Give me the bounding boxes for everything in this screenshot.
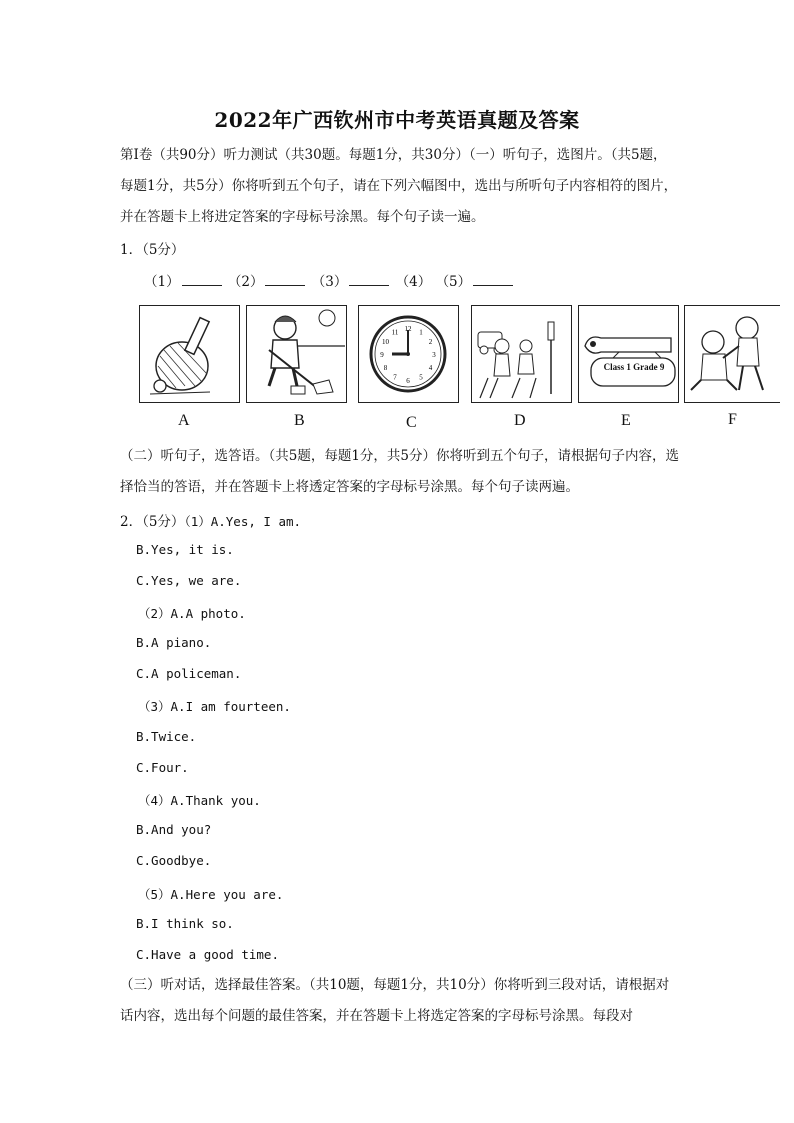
clock-numeral: 9 [380,351,384,359]
picture-f-helping [684,305,780,403]
picture-c-clock [358,305,459,403]
picture-b-sweeping [246,305,347,403]
blank-label-1: （1） [144,274,180,290]
section2-intro: （二）听句子，选答语。（共5题，每题1分，共5分）你将听到五个句子，请根据句子内容，选择恰当的答语，并在答题卡上将透定答案的字母标号涂黑。每个句子读两遍。 [120,448,680,495]
q2-option: B.Twice. [136,729,197,744]
q2-option: （2）A.A photo. [138,606,246,621]
q2-option: B.I think so. [136,916,234,931]
answer-blank [473,275,513,286]
q2-option: C.Yes, we are. [136,573,242,588]
page-title: 2022年广西钦州市中考英语真题及答案 [214,108,580,132]
q1-label: 1．（5分） [120,242,185,258]
blank-label-5: （5） [435,274,472,290]
q2-option: （1）A.Yes, I am. [184,514,302,529]
section1-intro: 第Ⅰ卷（共90分）听力测试（共30题。每题1分，共30分）（一）听句子，选图片。（共5题，每题1分，共5分）你将听到五个句子，请在下列六幅图中，选出与所听句子内容相符的图片，并在答题卡上将进定答案的字母标号涂黑。每个句子读一遍。 [120,147,678,225]
clock-numeral: 5 [419,373,423,382]
q2-header [120,510,301,530]
q2-option: C.A policeman. [136,666,242,681]
clock-numeral: 6 [406,377,410,385]
answer-blank [182,275,222,286]
answer-blank [265,275,305,286]
q2-option: （4）A.Thank you. [138,793,261,808]
blank-label-3: （3） [311,274,348,290]
clock-numeral: 8 [383,364,388,372]
picture-label-e: E [621,412,631,429]
q2-option: （5）A.Here you are. [138,887,284,902]
picture-label-b: B [294,412,305,429]
clock-numeral: 7 [393,373,397,382]
section3-intro: （三）听对话，选择最佳答案。（共10题，每题1分，共10分）你将听到三段对话，请根据对话内容，选出每个问题的最佳答案，并在答题卡上将选定答案的字母标号涂黑。每段对 [120,977,670,1024]
blank-label-4: （4） [395,274,432,290]
clock-numeral: 2 [428,338,433,346]
q2-option: C.Goodbye. [136,853,212,868]
q2-option: B.A piano. [136,635,212,650]
picture-label-a: A [178,412,190,429]
clock-numeral: 3 [432,351,436,359]
answer-blank [349,275,389,286]
picture-label-d: D [514,412,526,429]
clock-numeral: 12 [404,325,412,333]
q2-option: B.And you? [136,822,212,837]
clock-numeral: 4 [428,364,433,372]
q2-option: C.Four. [136,760,189,775]
q1-blanks [144,270,515,290]
clock-numeral: 10 [382,338,389,346]
picture-d-crossing [471,305,572,403]
q2-option: （3）A.I am fourteen. [138,699,291,714]
q2-option: B.Yes, it is. [136,542,234,557]
picture-e-sign [578,305,679,403]
clock-numeral: 11 [391,328,399,337]
picture-a-paddle [139,305,240,403]
q2-label: 2．（5分） [120,514,185,530]
blank-label-2: （2） [227,274,264,290]
q2-option: C.Have a good time. [136,947,279,962]
sign-text: Class 1 Grade 9 [603,362,665,372]
clock-numeral: 1 [419,328,423,337]
picture-label-f: F [728,411,737,428]
picture-label-c: C [406,414,417,431]
